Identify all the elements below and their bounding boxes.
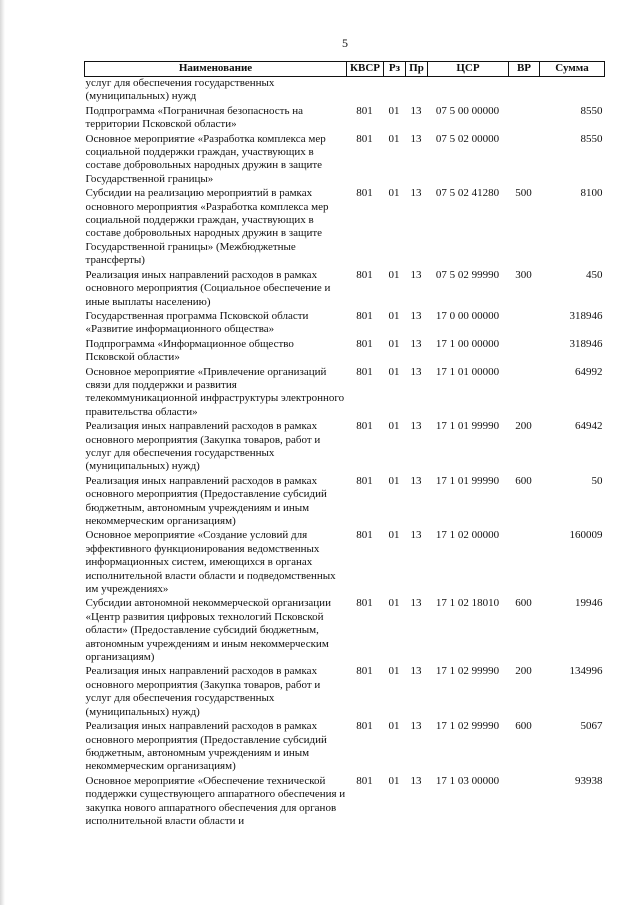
cell-kvsr: 801 bbox=[356, 420, 373, 433]
cell-pr: 13 bbox=[410, 529, 422, 542]
cell-pr: 13 bbox=[410, 132, 422, 145]
cell-csr: 17 1 02 99990 bbox=[435, 665, 500, 678]
cell-rz: 01 bbox=[388, 104, 400, 117]
cell-pr: 13 bbox=[410, 309, 422, 322]
table-row bbox=[85, 366, 605, 421]
cell-kvsr bbox=[347, 77, 384, 105]
cell-csr: 17 1 01 99990 bbox=[435, 420, 500, 433]
cell-vr: 200 bbox=[515, 420, 532, 433]
cell-sum: 8550 bbox=[580, 132, 603, 145]
cell-rz: 01 bbox=[388, 665, 400, 678]
cell-pr: 13 bbox=[410, 720, 422, 733]
cell-csr: 17 1 00 00000 bbox=[435, 337, 500, 350]
cell-name: Субсидии на реализацию мероприятий в рамках основного мероприятия «Разработка комплекса мер социальной поддержки граждан, участвующих в составе добровольных народных дружин в защите Государственной границы» (Межбюджетные трансферты) bbox=[85, 187, 329, 267]
cell-rz: 01 bbox=[388, 268, 400, 281]
header-pr: Пр bbox=[406, 62, 428, 77]
table-row bbox=[85, 310, 605, 338]
cell-vr bbox=[509, 105, 540, 133]
cell-kvsr: 801 bbox=[356, 597, 373, 610]
cell-csr: 17 1 01 00000 bbox=[435, 365, 500, 378]
scan-edge-shadow bbox=[0, 0, 5, 905]
header-csr: ЦСР bbox=[428, 62, 509, 77]
cell-csr: 07 5 00 00000 bbox=[435, 104, 500, 117]
cell-pr: 13 bbox=[410, 665, 422, 678]
cell-vr bbox=[509, 775, 540, 830]
cell-name: Реализация иных направлений расходов в рамках основного мероприятия (Социальное обеспечение и иные выплаты населению) bbox=[85, 268, 331, 308]
cell-pr bbox=[406, 77, 428, 105]
cell-rz: 01 bbox=[388, 420, 400, 433]
cell-rz: 01 bbox=[388, 720, 400, 733]
cell-sum: 93938 bbox=[575, 774, 603, 787]
table-row bbox=[85, 665, 605, 720]
cell-rz: 01 bbox=[388, 337, 400, 350]
cell-rz bbox=[384, 77, 406, 105]
cell-name: услуг для обеспечения государственных (муниципальных) нужд bbox=[85, 77, 275, 103]
cell-csr: 17 1 02 00000 bbox=[435, 529, 500, 542]
cell-pr: 13 bbox=[410, 474, 422, 487]
cell-sum: 64942 bbox=[575, 420, 603, 433]
cell-name: Подпрограмма «Информационное общество Псковской области» bbox=[85, 337, 294, 364]
cell-name: Субсидии автономной некоммерческой организации «Центр развития цифровых технологий Псковской области» (Предоставление субсидий бюджетным, автономным учреждениям и иным некоммерческим организациям) bbox=[85, 597, 331, 664]
header-rz: Рз bbox=[384, 62, 406, 77]
header-vr: ВР bbox=[509, 62, 540, 77]
cell-kvsr: 801 bbox=[356, 365, 373, 378]
table-row bbox=[85, 187, 605, 268]
cell-sum: 8550 bbox=[580, 104, 603, 117]
cell-pr: 13 bbox=[410, 268, 422, 281]
cell-name: Основное мероприятие «Привлечение организаций связи для поддержки и развития телекоммуникационной инфраструктуры электронного правительства области» bbox=[85, 365, 345, 418]
cell-name: Основное мероприятие «Создание условий для эффективного функционирования ведомственных информационных систем, имеющихся в органах исполнительной власти области и подведомственных им учреждениях» bbox=[85, 529, 336, 596]
cell-vr: 600 bbox=[515, 720, 532, 733]
cell-sum: 134996 bbox=[569, 665, 603, 678]
cell-name: Государственная программа Псковской области «Развитие информационного общества» bbox=[85, 309, 309, 336]
header-name: Наименование bbox=[85, 62, 347, 77]
cell-rz: 01 bbox=[388, 597, 400, 610]
cell-name: Реализация иных направлений расходов в рамках основного мероприятия (Закупка товаров, работ и услуг для обеспечения государственных (муниципальных) нужд) bbox=[85, 420, 321, 473]
cell-sum: 50 bbox=[591, 474, 603, 487]
cell-rz: 01 bbox=[388, 774, 400, 787]
cell-name: Реализация иных направлений расходов в рамках основного мероприятия (Предоставление субсидий бюджетным, автономным учреждениям и иным некоммерческим организациям) bbox=[85, 720, 327, 773]
table-row bbox=[85, 475, 605, 530]
table-row bbox=[85, 133, 605, 188]
cell-vr: 600 bbox=[515, 597, 532, 610]
cell-sum: 318946 bbox=[569, 309, 603, 322]
cell-sum: 160009 bbox=[569, 529, 603, 542]
cell-rz: 01 bbox=[388, 529, 400, 542]
table-row bbox=[85, 269, 605, 310]
cell-pr: 13 bbox=[410, 187, 422, 200]
cell-rz: 01 bbox=[388, 365, 400, 378]
cell-name: Подпрограмма «Пограничная безопасность на территории Псковской области» bbox=[85, 104, 303, 131]
cell-sum bbox=[540, 77, 605, 105]
cell-sum: 318946 bbox=[569, 337, 603, 350]
table-row bbox=[85, 420, 605, 475]
cell-vr bbox=[509, 338, 540, 366]
budget-table bbox=[84, 61, 605, 829]
cell-rz: 01 bbox=[388, 474, 400, 487]
cell-csr: 07 5 02 00000 bbox=[435, 132, 500, 145]
table-row bbox=[85, 720, 605, 775]
cell-sum: 64992 bbox=[575, 365, 603, 378]
cell-kvsr: 801 bbox=[356, 529, 373, 542]
cell-kvsr: 801 bbox=[356, 104, 373, 117]
cell-name: Основное мероприятие «Разработка комплекса мер социальной поддержки граждан, участвующих в составе добровольных народных дружин в защите Государственной границы» bbox=[85, 132, 326, 185]
cell-vr bbox=[509, 529, 540, 597]
cell-vr bbox=[509, 133, 540, 188]
cell-csr bbox=[428, 77, 509, 105]
cell-csr: 17 0 00 00000 bbox=[435, 309, 500, 322]
cell-sum: 450 bbox=[586, 268, 603, 281]
cell-pr: 13 bbox=[410, 597, 422, 610]
cell-kvsr: 801 bbox=[356, 720, 373, 733]
cell-vr: 500 bbox=[515, 187, 532, 200]
cell-sum: 8100 bbox=[580, 187, 603, 200]
cell-name: Основное мероприятие «Обеспечение технической поддержки существующего аппаратного обеспечения и закупка нового аппаратного обеспечения для органов исполнительной власти области и bbox=[85, 774, 346, 827]
cell-name: Реализация иных направлений расходов в рамках основного мероприятия (Закупка товаров, работ и услуг для обеспечения государственных (муниципальных) нужд) bbox=[85, 665, 321, 718]
table-body bbox=[85, 77, 605, 830]
cell-rz: 01 bbox=[388, 132, 400, 145]
cell-kvsr: 801 bbox=[356, 268, 373, 281]
cell-name: Реализация иных направлений расходов в рамках основного мероприятия (Предоставление субсидий бюджетным, автономным учреждениям и иным некоммерческим организациям) bbox=[85, 474, 327, 527]
cell-sum: 5067 bbox=[580, 720, 603, 733]
table-row bbox=[85, 105, 605, 133]
cell-csr: 17 1 02 18010 bbox=[435, 597, 500, 610]
header-kvsr: КВСР bbox=[347, 62, 384, 77]
cell-kvsr: 801 bbox=[356, 774, 373, 787]
cell-pr: 13 bbox=[410, 420, 422, 433]
cell-vr: 200 bbox=[515, 665, 532, 678]
cell-csr: 17 1 01 99990 bbox=[435, 474, 500, 487]
cell-vr: 600 bbox=[515, 474, 532, 487]
cell-csr: 17 1 03 00000 bbox=[435, 774, 500, 787]
cell-vr bbox=[509, 366, 540, 421]
table-row bbox=[85, 338, 605, 366]
cell-kvsr: 801 bbox=[356, 665, 373, 678]
cell-csr: 07 5 02 99990 bbox=[435, 268, 500, 281]
table-header-row bbox=[85, 62, 605, 77]
cell-csr: 07 5 02 41280 bbox=[435, 187, 500, 200]
cell-vr: 300 bbox=[515, 268, 532, 281]
cell-kvsr: 801 bbox=[356, 132, 373, 145]
cell-rz: 01 bbox=[388, 309, 400, 322]
cell-kvsr: 801 bbox=[356, 474, 373, 487]
table-row bbox=[85, 775, 605, 830]
table-row bbox=[85, 529, 605, 597]
cell-pr: 13 bbox=[410, 774, 422, 787]
cell-csr: 17 1 02 99990 bbox=[435, 720, 500, 733]
table-row bbox=[85, 77, 605, 105]
cell-kvsr: 801 bbox=[356, 187, 373, 200]
cell-vr bbox=[509, 310, 540, 338]
page-number: 5 bbox=[342, 36, 348, 50]
cell-pr: 13 bbox=[410, 104, 422, 117]
cell-rz: 01 bbox=[388, 187, 400, 200]
cell-kvsr: 801 bbox=[356, 337, 373, 350]
cell-sum: 19946 bbox=[575, 597, 603, 610]
cell-vr bbox=[509, 77, 540, 105]
header-sum: Сумма bbox=[540, 62, 605, 77]
cell-pr: 13 bbox=[410, 337, 422, 350]
cell-pr: 13 bbox=[410, 365, 422, 378]
cell-kvsr: 801 bbox=[356, 309, 373, 322]
table-row bbox=[85, 597, 605, 665]
